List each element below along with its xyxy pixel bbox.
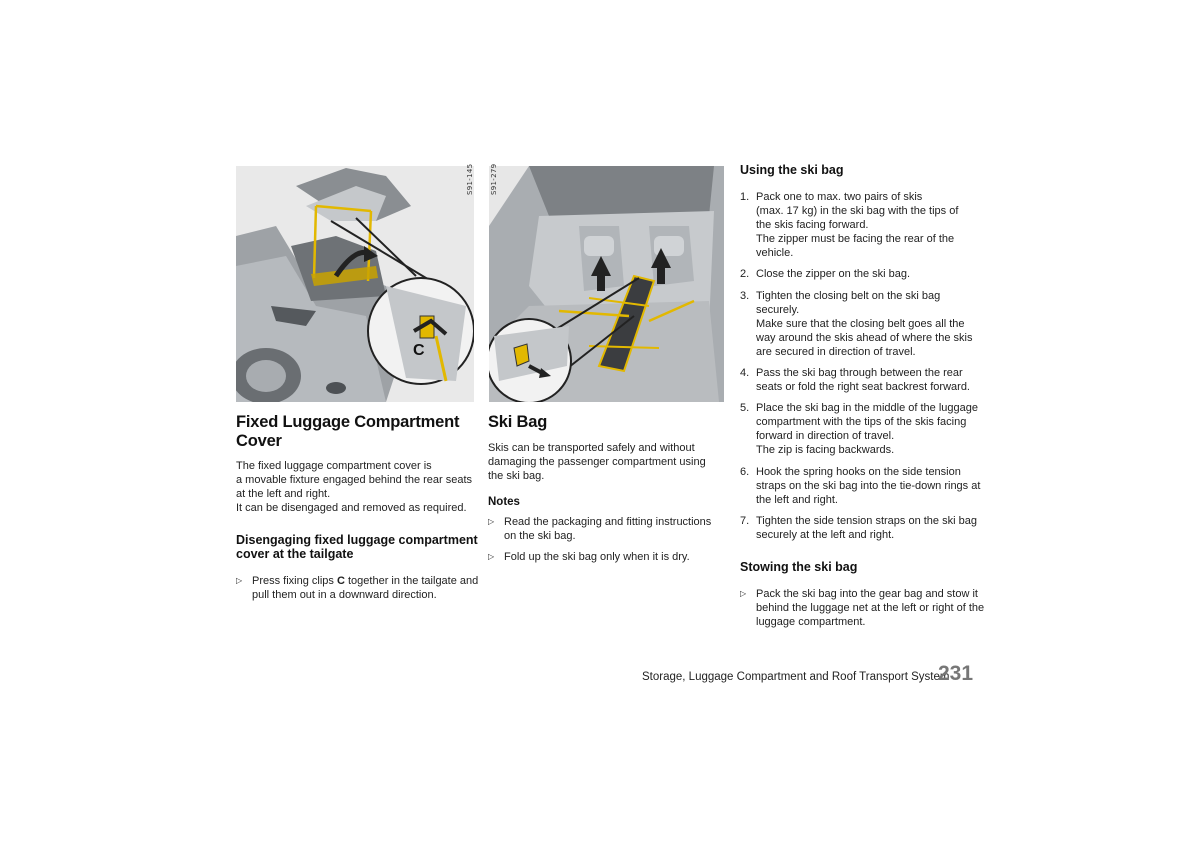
step-number: 4. (740, 367, 750, 379)
step-number: 1. (740, 191, 750, 203)
step-number: 2. (740, 268, 750, 280)
ski-bag-description: Skis can be transported safely and without damaging the passenger compartment using the ski bag. (488, 442, 706, 482)
subheading-stowing-ski-bag: Stowing the ski bag (740, 560, 858, 574)
figure-tailgate-cover (236, 163, 474, 402)
figure-ski-bag (489, 163, 724, 402)
callout-letter-c: C (413, 342, 425, 359)
subheading-using-ski-bag: Using the ski bag (740, 163, 844, 177)
bullet-marker: ▷ (236, 576, 243, 585)
bullet-marker: ▷ (488, 552, 495, 561)
bullet-marker: ▷ (740, 589, 747, 598)
section-heading-ski-bag: Ski Bag (488, 413, 548, 431)
footer-section-title: Storage, Luggage Compartment and Roof Transport System (642, 671, 950, 683)
subheading-disengaging: Disengaging fixed luggage compartment cover at the tailgate (236, 533, 478, 561)
bullet-marker: ▷ (488, 517, 495, 526)
step-number: 7. (740, 515, 750, 527)
notes-heading: Notes (488, 496, 520, 508)
step-number: 5. (740, 402, 750, 414)
figure-code-left: S91-145 (466, 163, 474, 195)
step-number: 6. (740, 466, 750, 478)
figure-code-right: S91-279 (490, 163, 498, 195)
page-number: 231 (938, 662, 974, 685)
section-heading-fixed-cover: Fixed Luggage Compartment Cover (236, 413, 460, 450)
step-number: 3. (740, 290, 750, 302)
fixed-cover-description: The fixed luggage compartment cover is a movable fixture engaged behind the rear seats at the left and right. It can be disengaged and removed as required. (236, 460, 473, 514)
